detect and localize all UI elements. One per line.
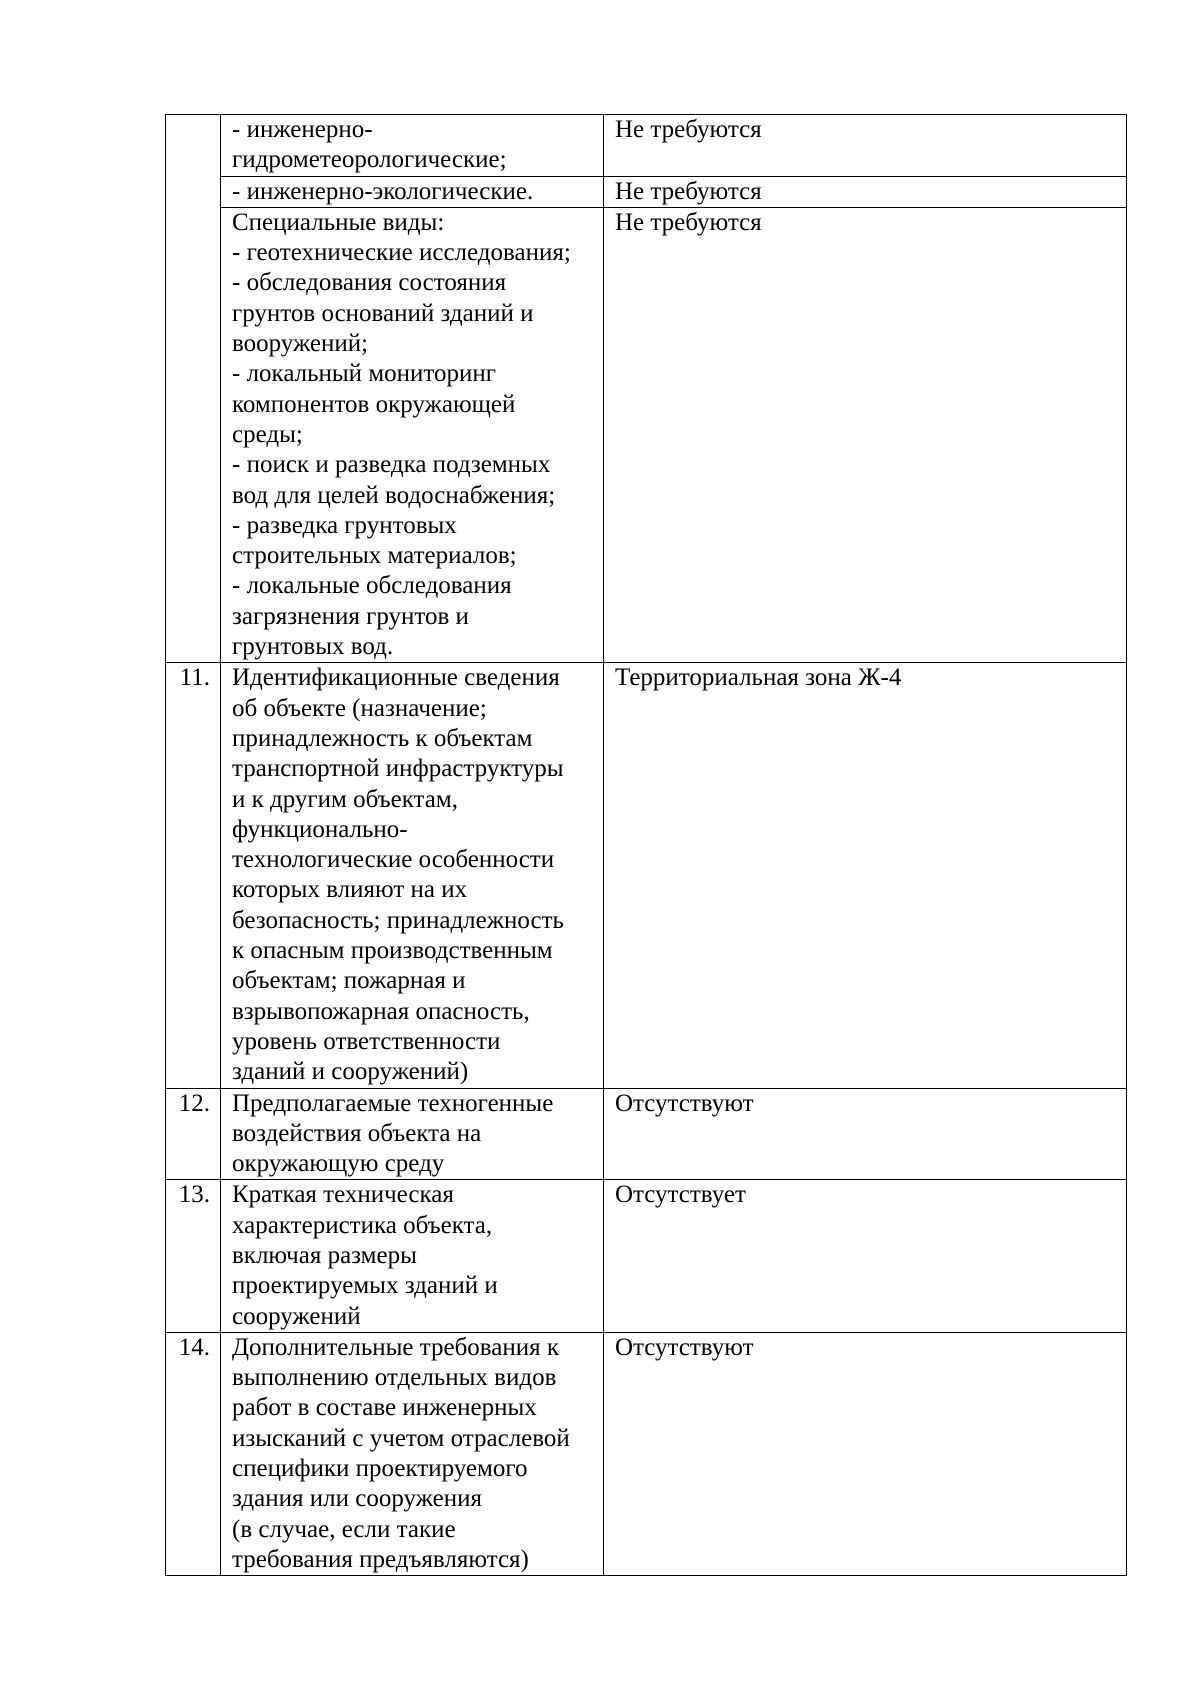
value-cell: Отсутствует — [604, 1180, 1127, 1332]
value-cell: Отсутствуют — [604, 1332, 1127, 1575]
table-row — [166, 1088, 1127, 1180]
table-row — [166, 1332, 1127, 1575]
parameter-cell: Идентификационные сведения об объекте (назначение; принадлежность к объектам транспортной инфраструктуры и к другим объектам, функционально- технологические особенности которых влияют на их безопасность; принадлежность к опасным производственным объектам; пожарная и взрывопожарная опасность, уровень ответственности зданий и сооружений) — [221, 663, 604, 1088]
parameter-cell: Краткая техническая характеристика объекта, включая размеры проектируемых зданий и сооружений — [221, 1180, 604, 1332]
row-number-cell: 12. — [166, 1088, 221, 1180]
requirements-table — [165, 114, 1127, 1576]
row-number-cell: 13. — [166, 1180, 221, 1332]
row-number-cell: 14. — [166, 1332, 221, 1575]
row-number-cell — [166, 115, 221, 663]
table-row — [166, 176, 1127, 207]
value-cell: Не требуются — [604, 176, 1127, 207]
table-row — [166, 115, 1127, 177]
row-number-cell: 11. — [166, 663, 221, 1088]
table-row — [166, 1180, 1127, 1332]
parameter-cell: Предполагаемые техногенные воздействия объекта на окружающую среду — [221, 1088, 604, 1180]
parameter-cell: Дополнительные требования к выполнению отдельных видов работ в составе инженерных изысканий с учетом отраслевой специфики проектируемого здания или сооружения (в случае, если такие требования предъявляются) — [221, 1332, 604, 1575]
parameter-cell: - инженерно-экологические. — [221, 176, 604, 207]
table-row — [166, 663, 1127, 1088]
value-cell: Отсутствуют — [604, 1088, 1127, 1180]
parameter-cell: Специальные виды: - геотехнические исследования; - обследования состояния грунтов оснований зданий и вооружений; - локальный мониторинг компонентов окружающей среды; - поиск и разведка подземных вод для целей водоснабжения; - разведка грунтовых строительных материалов; - локальные обследования загрязнения грунтов и грунтовых вод. — [221, 207, 604, 662]
table-row — [166, 207, 1127, 662]
value-cell: Территориальная зона Ж-4 — [604, 663, 1127, 1088]
value-cell: Не требуются — [604, 207, 1127, 662]
value-cell: Не требуются — [604, 115, 1127, 177]
parameter-cell: - инженерно- гидрометеорологические; — [221, 115, 604, 177]
